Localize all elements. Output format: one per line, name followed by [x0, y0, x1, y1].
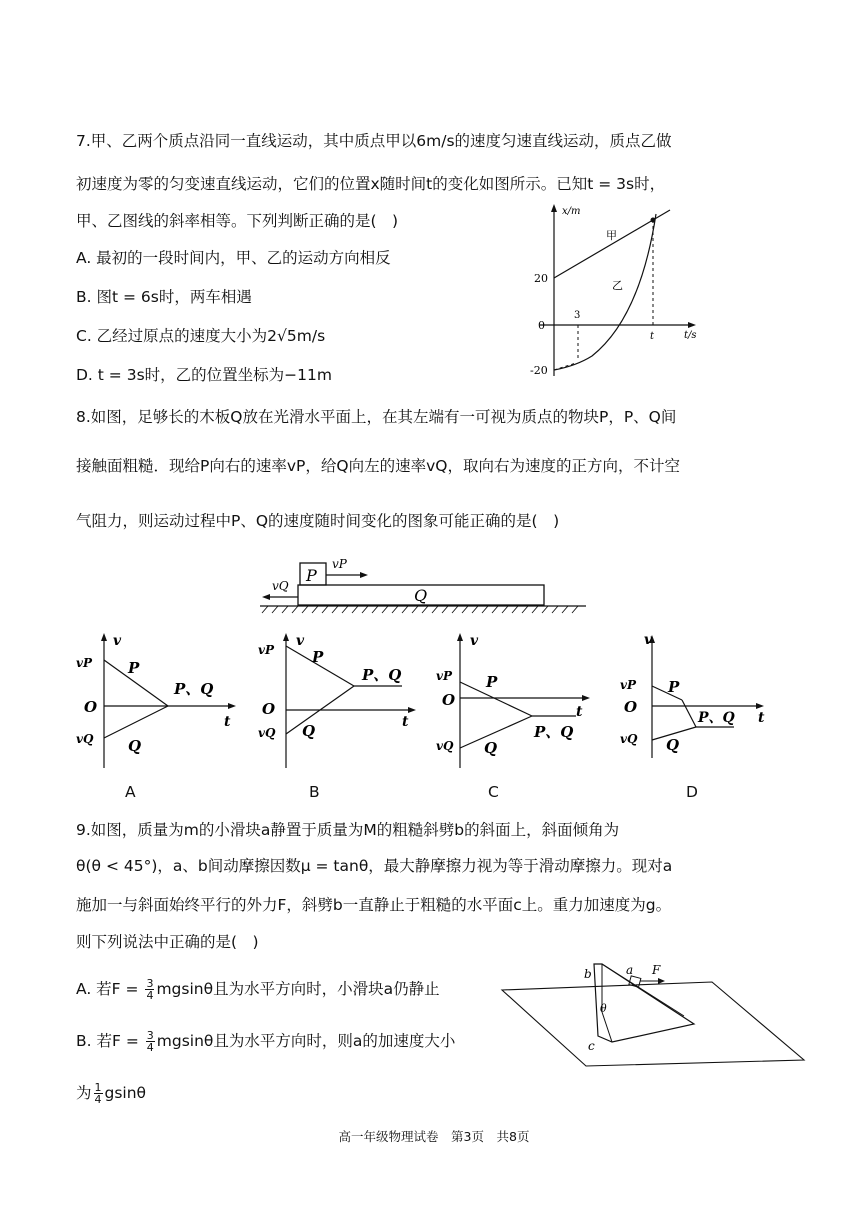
q8-choice-b-label: B [309, 783, 320, 801]
q9-option-b-cont-prefix: 为 [76, 1084, 92, 1102]
q9-stem-line1: 9.如图，质量为m的小滑块a静置于质量为M的粗糙斜劈b的斜面上，斜面倾角为 [76, 821, 620, 839]
q8-label-vp: vP [332, 557, 347, 571]
q7-y-arrow-icon [551, 204, 557, 212]
q9-wedge-b [594, 964, 694, 1042]
q8-graph-a [76, 630, 246, 770]
q9-option-b-frac-num: 3 [146, 1029, 154, 1042]
q8c-v-arrow-icon [457, 633, 463, 641]
q7-origin-label: 0 [538, 319, 545, 332]
q7-option-c: C. 乙经过原点的速度大小为2√5m/s [76, 327, 326, 345]
q9-label-f: F [652, 963, 661, 977]
q8-board-diagram [258, 555, 588, 617]
q7-x-axis-label: t/s [684, 330, 697, 341]
q8-arrow-vp-icon [360, 572, 368, 578]
q7-tick-3: 3 [574, 310, 581, 321]
q9-label-b: b [584, 967, 592, 981]
q7-stem-line3: 甲、乙图线的斜率相等。下列判断正确的是( ) [76, 212, 399, 230]
q8-graph-b [258, 630, 428, 770]
q8a-v-label: v [113, 633, 122, 649]
q8-graph-c [436, 630, 596, 770]
q9-wedge-edge2 [602, 1012, 612, 1042]
q8c-vp-label: vP [436, 669, 452, 683]
q8c-pq-label: P、Q [534, 723, 574, 741]
q8a-origin: O [84, 698, 98, 716]
q8b-t-arrow-icon [408, 707, 416, 713]
q8a-vp-label: vP [76, 656, 92, 670]
q8-choice-c-label: C [488, 783, 499, 801]
q8-graph-d [618, 630, 778, 770]
q7-tick-t: t [650, 331, 655, 342]
q8a-t-arrow-icon [228, 703, 236, 709]
q9-option-b-continued [76, 1082, 146, 1105]
q8a-line-q [104, 706, 168, 738]
q7-tick-20: 20 [534, 272, 548, 285]
q8-choice-a-label: A [125, 783, 136, 801]
q8d-vq-label: vQ [620, 732, 638, 746]
q9-option-b-fraction [146, 1030, 155, 1053]
q8d-q-label: Q [666, 736, 680, 754]
q8c-vq-label: vQ [436, 739, 454, 753]
q8a-v-arrow-icon [101, 633, 107, 641]
q9-label-a: a [626, 963, 634, 977]
q9-option-a-frac-num: 3 [146, 977, 154, 990]
q7-label-jia: 甲 [606, 229, 617, 242]
q9-option-b-suffix: mgsinθ且为水平方向时，则a的加速度大小 [156, 1032, 456, 1050]
q7-tick-neg20: -20 [530, 364, 548, 377]
q7-curve-yi [554, 214, 656, 370]
q9-option-b-cont-frac-den: 4 [94, 1093, 102, 1106]
q8-ground-hatch [262, 606, 578, 613]
q9-stem-line3: 施加一与斜面始终平行的外力F，斜劈b一直静止于粗糙的水平面c上。重力加速度为g。 [76, 896, 672, 914]
q9-option-a-frac-den: 4 [146, 989, 154, 1002]
q9-option-b-cont-frac-num: 1 [94, 1081, 102, 1094]
q8-label-vq: vQ [272, 579, 289, 593]
q9-incline-diagram [498, 960, 808, 1068]
q9-option-b-cont-suffix: gsinθ [104, 1084, 147, 1102]
q8-stem-line3: 气阻力，则运动过程中P、Q的速度随时间变化的图象可能正确的是( ) [76, 512, 560, 530]
q8a-pq-label: P、Q [174, 680, 214, 698]
q8d-v-label: v [644, 632, 653, 648]
q8b-t-label: t [402, 714, 409, 730]
q8c-t-arrow-icon [582, 695, 590, 701]
q8-stem-line2: 接触面粗糙．现给P向右的速率vP，给Q向左的速率vQ，取向右为速度的正方向，不计空 [76, 457, 680, 475]
q8a-p-label: P [128, 659, 140, 677]
q8-label-q: Q [414, 586, 428, 605]
q9-option-a-fraction [145, 978, 154, 1001]
q8d-t-arrow-icon [756, 703, 764, 709]
q8b-q-label: Q [302, 722, 316, 740]
q8-stem-line1: 8.如图，足够长的木板Q放在光滑水平面上，在其左端有一可视为质点的物块P，P、Q间 [76, 408, 677, 426]
q8c-q-label: Q [484, 739, 498, 757]
q9-option-a-suffix: mgsinθ且为水平方向时，小滑块a仍静止 [156, 980, 440, 998]
q8c-p-label: P [486, 673, 498, 691]
q8d-pq-label: P、Q [698, 710, 735, 726]
q7-x-arrow-icon [688, 322, 696, 328]
q7-stem-line1: 7.甲、乙两个质点沿同一直线运动，其中质点甲以6m/s的速度匀速直线运动，质点乙做 [76, 132, 672, 150]
q8b-vq-label: vQ [258, 726, 276, 740]
q8b-pq-label: P、Q [362, 666, 402, 684]
q9-option-a-prefix: A. 若F = [76, 980, 144, 998]
q8b-v-label: v [296, 633, 305, 649]
q8d-origin: O [624, 698, 638, 716]
q8c-v-label: v [470, 633, 479, 649]
q7-stem-line2: 初速度为零的匀变速直线运动，它们的位置x随时间t的变化如图所示。已知t = 3s时， [76, 175, 666, 193]
q8a-t-label: t [224, 714, 231, 730]
q9-option-b-prefix: B. 若F = [76, 1032, 144, 1050]
q7-intersection-point [651, 218, 656, 223]
q8-label-p: P [306, 566, 317, 585]
q7-option-d: D. t = 3s时，乙的位置坐标为−11m [76, 366, 332, 384]
q9-ground-plane-c [502, 982, 804, 1066]
q9-stem-line4: 则下列说法中正确的是( ) [76, 933, 259, 951]
q9-label-c: c [588, 1039, 595, 1053]
q7-xt-graph [520, 198, 700, 388]
q9-wedge-top-edge [602, 964, 684, 1016]
q9-force-arrow-icon [658, 978, 665, 984]
q8b-origin: O [262, 700, 276, 718]
q7-label-yi: 乙 [612, 279, 623, 292]
q8b-vp-label: vP [258, 643, 274, 657]
q7-y-axis-label: x/m [562, 206, 581, 217]
q7-option-b: B. 图t = 6s时，两车相遇 [76, 288, 252, 306]
q8-arrow-vq-icon [262, 594, 270, 600]
q8c-t-label: t [576, 704, 583, 720]
q9-stem-line2: θ(θ < 45°)，a、b间动摩擦因数μ = tanθ，最大静摩擦力视为等于滑动摩擦力。现对a [76, 857, 673, 875]
q9-option-a [76, 978, 440, 1001]
q8a-q-label: Q [128, 737, 142, 755]
q9-option-b [76, 1030, 455, 1053]
q8d-vp-label: vP [620, 678, 636, 692]
q9-label-theta: θ [600, 1002, 607, 1015]
q8c-origin: O [442, 691, 456, 709]
q8a-vq-label: vQ [76, 732, 94, 746]
q8-choice-d-label: D [686, 783, 698, 801]
q9-option-b-cont-fraction [94, 1082, 103, 1105]
q9-option-b-frac-den: 4 [146, 1041, 154, 1054]
page-footer: 高一年级物理试卷 第3页 共8页 [338, 1129, 530, 1144]
q7-option-a: A. 最初的一段时间内，甲、乙的运动方向相反 [76, 249, 391, 267]
q8d-p-label: P [668, 678, 680, 696]
q8b-p-label: P [312, 648, 324, 666]
q8d-line-p2 [682, 700, 696, 727]
q8b-v-arrow-icon [283, 633, 289, 641]
q8d-t-label: t [758, 710, 765, 726]
